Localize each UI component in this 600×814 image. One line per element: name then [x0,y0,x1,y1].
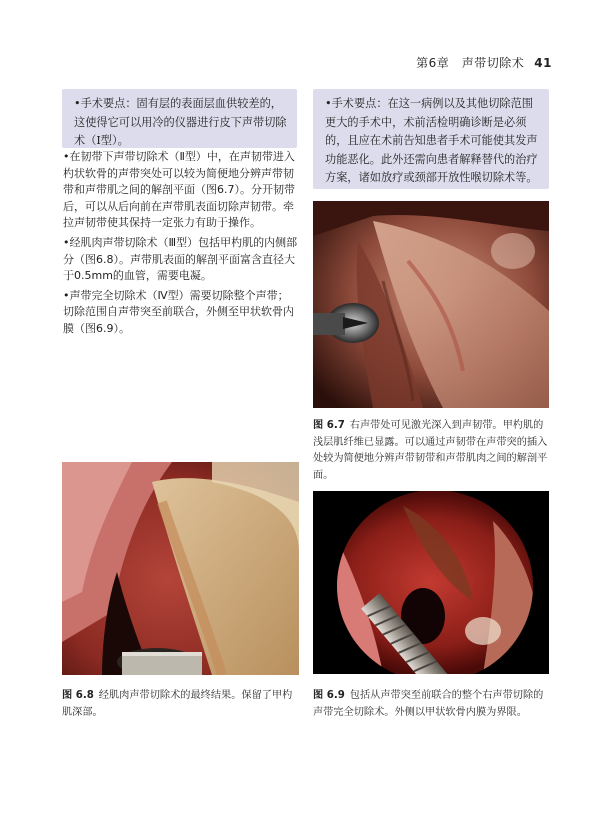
figure-6-7-photo [313,201,549,408]
chapter-title: 第6章 声带切除术 [416,56,525,70]
surgical-tip-box-left: •手术要点：固有层的表面层血供较差的，这使得它可以用冷的仪器进行皮下声带切除术（Ⅰ型）。 [62,89,297,148]
surgical-tip-box-right: •手术要点：在这一病例以及其他切除范围更大的手术中，术前活检明确诊断是必须的，且应在术前告知患者手术可能使其发声功能恶化。此外还需向患者解释替代的治疗方案，诸如放疗或颈部开放性喉切除术等。 [313,89,549,189]
figure-6-7-caption [313,418,551,484]
figure-6-8-label: 图 6.8 [62,690,94,701]
body-text [63,149,299,341]
paragraph-type-4: •声带完全切除术（Ⅳ型）需要切除整个声带；切除范围自声带突至前联合，外侧至甲状软骨内膜（图6.9）。 [63,288,294,335]
figure-6-8-caption [62,688,302,721]
paragraph-type-3: •经肌肉声带切除术（Ⅲ型）包括甲杓肌的内侧部分（图6.8）。声带肌表面的解剖平面富含直径大于0.5mm的血管，需要电凝。 [63,235,298,283]
paragraph-type-2: •在韧带下声带切除术（Ⅱ型）中，在声韧带进入杓状软骨的声带突处可以较为简便地分辨声带韧带和声带肌之间的解剖平面（图6.7）。分开韧带后，可以从后向前在声带肌表面切除声韧带。牵拉声韧带使其保持一定张力有助于操作。 [63,150,295,230]
figure-6-9-label: 图 6.9 [313,690,345,701]
figure-6-7-caption-text: 右声带处可见激光深入到声韧带。甲杓肌的浅层肌纤维已显露。可以通过声韧带在声带突的插入处较为简便地分辨声带韧带和声带肌肉之间的解剖平面。 [313,420,548,481]
figure-6-7-label: 图 6.7 [313,420,345,431]
figure-6-9-caption-text: 包括从声带突至前联合的整个右声带切除的声带完全切除术。外侧以甲状软骨内膜为界限。 [313,690,544,718]
figure-6-9-photo [313,491,549,674]
running-header [416,54,552,71]
figure-6-8-photo [62,462,299,675]
page-number: 41 [534,56,552,70]
figure-6-8-caption-text: 经肌肉声带切除术的最终结果。保留了甲杓肌深部。 [62,690,293,718]
figure-6-9-caption [313,688,551,721]
